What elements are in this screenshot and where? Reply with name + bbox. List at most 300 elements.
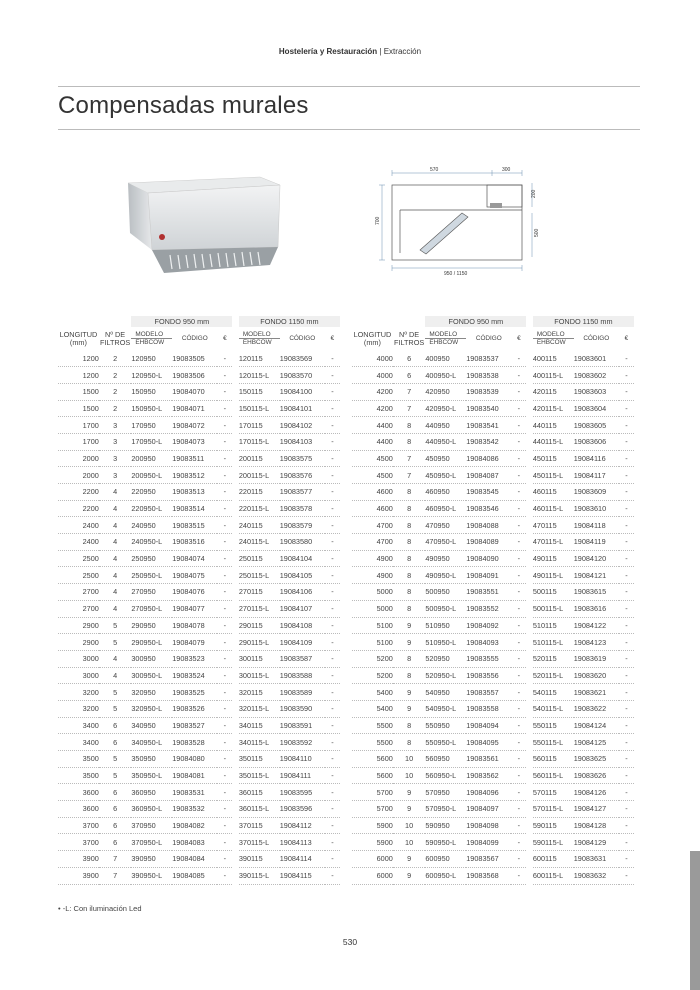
cell-codigo-950: 19083552	[466, 600, 511, 617]
cell-longitud: 2400	[58, 534, 99, 551]
cell-codigo-950: 19084073	[172, 433, 217, 450]
dim-depth: 950 / 1150	[444, 271, 468, 277]
cell-price-1150: -	[619, 834, 634, 851]
table-row	[58, 801, 340, 818]
cell-filtros: 3	[99, 450, 132, 467]
cell-price-1150: -	[325, 550, 340, 567]
cell-longitud: 4900	[352, 567, 393, 584]
cell-modelo-1150: 520115-L	[533, 667, 574, 684]
cell-modelo-950: 360950-L	[131, 801, 172, 818]
col-header-modelo: MODELO	[533, 327, 574, 339]
cell-modelo-950: 440950-L	[425, 433, 466, 450]
cell-codigo-1150: 19083622	[574, 700, 619, 717]
cell-modelo-1150: 220115-L	[239, 500, 280, 517]
dim-300: 300	[502, 167, 511, 173]
cell-longitud: 4000	[352, 367, 393, 384]
cell-filtros: 7	[393, 467, 426, 484]
cell-price-950: -	[217, 717, 232, 734]
cell-price-950: -	[511, 567, 526, 584]
cell-longitud: 3700	[58, 817, 99, 834]
cell-modelo-1150: 120115-L	[239, 367, 280, 384]
cell-codigo-1150: 19083606	[574, 433, 619, 450]
cell-modelo-1150: 550115	[533, 717, 574, 734]
cell-codigo-1150: 19083579	[280, 517, 325, 534]
cell-codigo-950: 19083557	[466, 684, 511, 701]
cell-modelo-950: 420950-L	[425, 400, 466, 417]
cell-modelo-950: 420950	[425, 383, 466, 400]
cell-codigo-950: 19083527	[172, 717, 217, 734]
cell-codigo-1150: 19084125	[574, 734, 619, 751]
cell-filtros: 4	[99, 550, 132, 567]
cell-filtros: 6	[99, 734, 132, 751]
cell-codigo-950: 19083506	[172, 367, 217, 384]
cell-longitud: 4000	[352, 350, 393, 367]
cell-price-1150: -	[619, 550, 634, 567]
cell-filtros: 9	[393, 867, 426, 884]
cell-modelo-950: 450950-L	[425, 467, 466, 484]
cell-longitud: 3400	[58, 717, 99, 734]
table-row	[352, 717, 634, 734]
cell-modelo-950: 550950	[425, 717, 466, 734]
footnote: • -L: Con iluminación Led	[58, 904, 142, 913]
col-header-longitud: LONGITUD (mm)	[353, 329, 392, 347]
cell-modelo-950: 560950-L	[425, 767, 466, 784]
cell-filtros: 9	[393, 801, 426, 818]
cell-codigo-1150: 19083619	[574, 650, 619, 667]
cell-filtros: 4	[99, 600, 132, 617]
cell-price-1150: -	[619, 517, 634, 534]
page-title: Compensadas murales	[58, 92, 309, 119]
table-row	[352, 851, 634, 868]
cell-codigo-950: 19083505	[172, 350, 217, 367]
cell-codigo-950: 19084080	[172, 751, 217, 768]
cell-price-950: -	[511, 433, 526, 450]
cell-codigo-950: 19084095	[466, 734, 511, 751]
table-row	[352, 417, 634, 434]
cell-price-1150: -	[325, 867, 340, 884]
table-row	[58, 467, 340, 484]
cell-modelo-950: 390950-L	[131, 867, 172, 884]
cell-price-950: -	[217, 751, 232, 768]
cell-filtros: 5	[99, 700, 132, 717]
cell-modelo-1150: 470115	[533, 517, 574, 534]
col-header-euro: €	[624, 335, 629, 342]
cell-modelo-950: 600950	[425, 851, 466, 868]
cell-modelo-1150: 300115-L	[239, 667, 280, 684]
cell-price-950: -	[217, 500, 232, 517]
table-body-left	[58, 350, 340, 884]
cell-codigo-950: 19083514	[172, 500, 217, 517]
section-side-tab	[690, 851, 700, 990]
cell-codigo-1150: 19083616	[574, 600, 619, 617]
cell-longitud: 5400	[352, 684, 393, 701]
table-row	[352, 550, 634, 567]
cell-modelo-1150: 500115-L	[533, 600, 574, 617]
header-separator: |	[379, 47, 382, 56]
cell-price-1150: -	[619, 717, 634, 734]
cell-longitud: 4500	[352, 450, 393, 467]
cell-price-950: -	[217, 550, 232, 567]
cell-codigo-1150: 19084120	[574, 550, 619, 567]
cell-codigo-950: 19084092	[466, 617, 511, 634]
cell-codigo-950: 19083538	[466, 367, 511, 384]
cell-price-950: -	[511, 367, 526, 384]
cell-modelo-950: 150950	[131, 383, 172, 400]
cell-longitud: 1200	[58, 367, 99, 384]
cell-longitud: 3000	[58, 650, 99, 667]
cell-modelo-1150: 400115	[533, 350, 574, 367]
cell-modelo-950: 360950	[131, 784, 172, 801]
cell-codigo-1150: 19084127	[574, 801, 619, 818]
table-row	[58, 350, 340, 367]
cell-price-1150: -	[325, 433, 340, 450]
cell-codigo-950: 19084091	[466, 567, 511, 584]
cell-codigo-1150: 19083596	[280, 801, 325, 818]
cell-longitud: 5500	[352, 734, 393, 751]
cell-filtros: 5	[99, 684, 132, 701]
cell-modelo-1150: 420115-L	[533, 400, 574, 417]
group-header-1150: FONDO 1150 mm	[533, 316, 634, 327]
cell-codigo-950: 19083551	[466, 584, 511, 601]
cell-codigo-1150: 19084121	[574, 567, 619, 584]
cell-price-1150: -	[619, 784, 634, 801]
cell-modelo-1150: 340115	[239, 717, 280, 734]
cell-modelo-950: 270950	[131, 584, 172, 601]
cell-price-950: -	[217, 684, 232, 701]
cell-filtros: 9	[393, 634, 426, 651]
cell-codigo-950: 19083556	[466, 667, 511, 684]
cell-modelo-950: 340950	[131, 717, 172, 734]
cell-modelo-950: 500950	[425, 584, 466, 601]
table-row	[352, 350, 634, 367]
cell-modelo-950: 510950	[425, 617, 466, 634]
cell-modelo-950: 370950	[131, 817, 172, 834]
col-header-codigo: CÓDIGO	[583, 335, 610, 342]
cell-modelo-950: 450950	[425, 450, 466, 467]
cell-codigo-950: 19083545	[466, 484, 511, 501]
col-header-ehbcow: EHBCOW	[135, 339, 165, 346]
cell-codigo-950: 19084075	[172, 567, 217, 584]
cell-modelo-950: 170950-L	[131, 433, 172, 450]
col-header-modelo: MODELO	[131, 327, 172, 339]
cell-codigo-1150: 19083631	[574, 851, 619, 868]
cell-longitud: 5000	[352, 584, 393, 601]
cell-modelo-950: 200950-L	[131, 467, 172, 484]
cell-codigo-950: 19083541	[466, 417, 511, 434]
cell-codigo-950: 19083540	[466, 400, 511, 417]
cell-price-1150: -	[325, 751, 340, 768]
cell-price-950: -	[217, 367, 232, 384]
cell-codigo-950: 19083532	[172, 801, 217, 818]
cell-codigo-1150: 19084110	[280, 751, 325, 768]
cell-filtros: 9	[393, 784, 426, 801]
cell-filtros: 8	[393, 717, 426, 734]
cell-modelo-1150: 560115	[533, 751, 574, 768]
cell-filtros: 4	[99, 500, 132, 517]
cell-price-1150: -	[619, 383, 634, 400]
cell-modelo-1150: 570115-L	[533, 801, 574, 818]
cell-price-1150: -	[325, 534, 340, 551]
cell-codigo-1150: 19083610	[574, 500, 619, 517]
col-header-modelo: MODELO	[239, 327, 280, 339]
cell-codigo-1150: 19083602	[574, 367, 619, 384]
cell-filtros: 7	[393, 400, 426, 417]
cell-codigo-1150: 19084105	[280, 567, 325, 584]
cell-price-950: -	[217, 734, 232, 751]
cell-price-1150: -	[619, 684, 634, 701]
cell-codigo-1150: 19083590	[280, 700, 325, 717]
table-row	[58, 667, 340, 684]
table-row	[58, 367, 340, 384]
cell-codigo-950: 19083516	[172, 534, 217, 551]
cell-codigo-1150: 19084129	[574, 834, 619, 851]
cell-codigo-1150: 19084114	[280, 851, 325, 868]
cell-modelo-1150: 120115	[239, 350, 280, 367]
cell-codigo-950: 19084078	[172, 617, 217, 634]
cell-price-1150: -	[619, 617, 634, 634]
cell-codigo-1150: 19083604	[574, 400, 619, 417]
cell-filtros: 8	[393, 484, 426, 501]
cell-codigo-1150: 19084104	[280, 550, 325, 567]
cell-codigo-950: 19084082	[172, 817, 217, 834]
cell-codigo-950: 19083562	[466, 767, 511, 784]
cell-longitud: 4700	[352, 517, 393, 534]
cell-modelo-950: 390950	[131, 851, 172, 868]
table-row	[352, 834, 634, 851]
table-row	[58, 500, 340, 517]
cell-codigo-950: 19084084	[172, 851, 217, 868]
cell-filtros: 6	[99, 834, 132, 851]
cell-price-950: -	[217, 567, 232, 584]
cell-modelo-950: 250950-L	[131, 567, 172, 584]
cell-price-1150: -	[325, 467, 340, 484]
cell-modelo-1150: 370115-L	[239, 834, 280, 851]
cell-longitud: 1700	[58, 433, 99, 450]
table-row	[352, 584, 634, 601]
cell-codigo-1150: 19083575	[280, 450, 325, 467]
cell-modelo-1150: 150115	[239, 383, 280, 400]
cell-modelo-1150: 490115-L	[533, 567, 574, 584]
cell-modelo-950: 440950	[425, 417, 466, 434]
cell-longitud: 2700	[58, 600, 99, 617]
cell-longitud: 4400	[352, 433, 393, 450]
cell-modelo-950: 270950-L	[131, 600, 172, 617]
cell-price-950: -	[511, 717, 526, 734]
cell-filtros: 8	[393, 567, 426, 584]
cell-filtros: 6	[393, 350, 426, 367]
cell-modelo-950: 240950	[131, 517, 172, 534]
cell-filtros: 2	[99, 367, 132, 384]
col-header-modelo: MODELO	[425, 327, 466, 339]
cell-price-950: -	[511, 617, 526, 634]
cell-modelo-950: 520950	[425, 650, 466, 667]
cell-longitud: 3200	[58, 700, 99, 717]
cell-codigo-1150: 19083587	[280, 650, 325, 667]
table-row	[58, 767, 340, 784]
cell-codigo-1150: 19084123	[574, 634, 619, 651]
cell-longitud: 3400	[58, 734, 99, 751]
cell-codigo-1150: 19084102	[280, 417, 325, 434]
cell-codigo-1150: 19084101	[280, 400, 325, 417]
cell-filtros: 6	[99, 801, 132, 818]
cell-price-1150: -	[325, 851, 340, 868]
cell-price-950: -	[511, 467, 526, 484]
cell-codigo-950: 19083511	[172, 450, 217, 467]
cell-codigo-950: 19084083	[172, 834, 217, 851]
cell-price-1150: -	[325, 450, 340, 467]
cell-price-950: -	[511, 867, 526, 884]
cell-modelo-1150: 340115-L	[239, 734, 280, 751]
page-number: 530	[342, 937, 358, 947]
cell-price-1150: -	[325, 617, 340, 634]
cell-price-1150: -	[325, 834, 340, 851]
cell-longitud: 2200	[58, 484, 99, 501]
cell-price-1150: -	[619, 433, 634, 450]
cell-modelo-1150: 290115-L	[239, 634, 280, 651]
cell-modelo-1150: 220115	[239, 484, 280, 501]
cell-modelo-950: 170950	[131, 417, 172, 434]
col-header-filtros: Nº DE FILTROS	[99, 329, 131, 347]
cell-codigo-1150: 19084124	[574, 717, 619, 734]
cell-modelo-1150: 440115	[533, 417, 574, 434]
cell-modelo-950: 240950-L	[131, 534, 172, 551]
table-row	[58, 600, 340, 617]
cell-modelo-950: 570950	[425, 784, 466, 801]
cell-price-950: -	[511, 484, 526, 501]
cell-modelo-950: 510950-L	[425, 634, 466, 651]
cell-price-1150: -	[325, 650, 340, 667]
cell-filtros: 4	[99, 534, 132, 551]
group-header-950: FONDO 950 mm	[131, 316, 232, 327]
col-header-ehbcow: EHBCOW	[536, 339, 566, 346]
cell-filtros: 4	[99, 567, 132, 584]
table-row	[352, 784, 634, 801]
cell-filtros: 2	[99, 350, 132, 367]
table-row	[58, 634, 340, 651]
cell-price-950: -	[217, 600, 232, 617]
cell-price-950: -	[511, 784, 526, 801]
cell-filtros: 5	[99, 617, 132, 634]
table-row	[58, 417, 340, 434]
cell-modelo-1150: 270115-L	[239, 600, 280, 617]
cell-modelo-950: 300950-L	[131, 667, 172, 684]
cell-filtros: 7	[99, 867, 132, 884]
table-row	[58, 650, 340, 667]
cell-modelo-1150: 470115-L	[533, 534, 574, 551]
cell-filtros: 5	[99, 767, 132, 784]
cell-codigo-950: 19083526	[172, 700, 217, 717]
cell-modelo-1150: 510115	[533, 617, 574, 634]
cell-filtros: 3	[99, 467, 132, 484]
cell-longitud: 5700	[352, 801, 393, 818]
cell-longitud: 6000	[352, 867, 393, 884]
cell-modelo-1150: 420115	[533, 383, 574, 400]
cell-price-950: -	[511, 400, 526, 417]
cell-modelo-950: 460950-L	[425, 500, 466, 517]
cell-price-1150: -	[325, 350, 340, 367]
title-rule	[58, 129, 640, 130]
cell-codigo-1150: 19083577	[280, 484, 325, 501]
cell-price-1150: -	[619, 650, 634, 667]
cell-longitud: 4600	[352, 500, 393, 517]
cell-codigo-950: 19083528	[172, 734, 217, 751]
cell-filtros: 8	[393, 600, 426, 617]
cell-price-950: -	[217, 417, 232, 434]
cell-longitud: 3600	[58, 801, 99, 818]
cell-longitud: 3200	[58, 684, 99, 701]
table-body-right	[352, 350, 634, 884]
cell-price-1150: -	[325, 584, 340, 601]
cell-modelo-1150: 590115-L	[533, 834, 574, 851]
cell-modelo-1150: 540115-L	[533, 700, 574, 717]
cell-price-950: -	[511, 634, 526, 651]
cell-filtros: 2	[99, 383, 132, 400]
cell-price-950: -	[217, 867, 232, 884]
cell-filtros: 3	[99, 433, 132, 450]
cell-modelo-1150: 450115	[533, 450, 574, 467]
cell-modelo-950: 550950-L	[425, 734, 466, 751]
cell-longitud: 3500	[58, 751, 99, 768]
cell-codigo-1150: 19083570	[280, 367, 325, 384]
cell-codigo-950: 19084076	[172, 584, 217, 601]
cell-price-950: -	[217, 517, 232, 534]
cell-price-950: -	[511, 500, 526, 517]
cell-modelo-950: 250950	[131, 550, 172, 567]
cell-longitud: 3500	[58, 767, 99, 784]
cell-modelo-1150: 590115	[533, 817, 574, 834]
cell-filtros: 8	[393, 517, 426, 534]
cell-modelo-1150: 360115-L	[239, 801, 280, 818]
cell-price-1150: -	[325, 400, 340, 417]
cell-modelo-1150: 520115	[533, 650, 574, 667]
cell-codigo-1150: 19083620	[574, 667, 619, 684]
dim-200: 200	[531, 189, 537, 198]
cell-price-950: -	[217, 817, 232, 834]
cell-modelo-950: 300950	[131, 650, 172, 667]
cell-codigo-1150: 19083601	[574, 350, 619, 367]
cell-modelo-1150: 170115	[239, 417, 280, 434]
cell-codigo-1150: 19083589	[280, 684, 325, 701]
cell-codigo-1150: 19084108	[280, 617, 325, 634]
cell-modelo-1150: 170115-L	[239, 433, 280, 450]
cell-codigo-950: 19083512	[172, 467, 217, 484]
cell-codigo-950: 19084099	[466, 834, 511, 851]
cell-modelo-1150: 510115-L	[533, 634, 574, 651]
cell-codigo-1150: 19083605	[574, 417, 619, 434]
subsection-name: Extracción	[383, 47, 422, 56]
cell-codigo-1150: 19084109	[280, 634, 325, 651]
cell-price-1150: -	[619, 801, 634, 818]
cell-price-950: -	[217, 534, 232, 551]
cell-modelo-950: 570950-L	[425, 801, 466, 818]
cell-price-950: -	[217, 801, 232, 818]
cell-price-950: -	[511, 801, 526, 818]
cell-longitud: 5600	[352, 767, 393, 784]
cell-modelo-1150: 150115-L	[239, 400, 280, 417]
cell-modelo-1150: 350115	[239, 751, 280, 768]
cell-codigo-1150: 19083588	[280, 667, 325, 684]
col-header-codigo: CÓDIGO	[475, 335, 502, 342]
cell-codigo-1150: 19083595	[280, 784, 325, 801]
table-row	[352, 517, 634, 534]
table-row	[352, 617, 634, 634]
cell-price-1150: -	[325, 817, 340, 834]
dim-570: 570	[430, 167, 439, 173]
cell-codigo-950: 19083546	[466, 500, 511, 517]
cell-price-1150: -	[619, 867, 634, 884]
cell-modelo-950: 150950-L	[131, 400, 172, 417]
table-row	[352, 400, 634, 417]
